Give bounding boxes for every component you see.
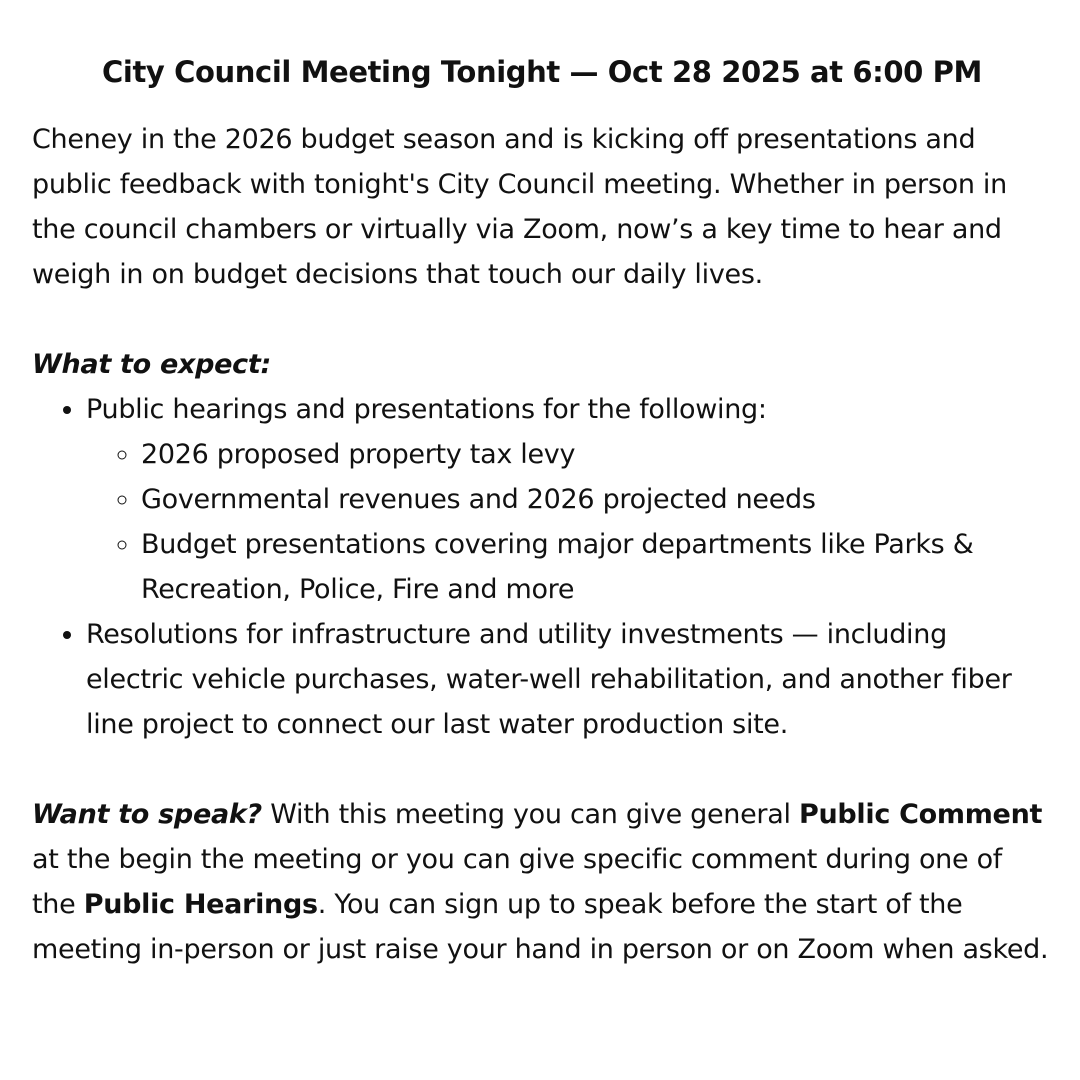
- list-item: [86, 387, 1052, 612]
- speak-text: at the begin the meeting or you can give specific comment during one of the: [32, 844, 1003, 920]
- sub-list-item: ◦ 2026 proposed property tax levy: [141, 432, 1052, 477]
- spacer: [32, 747, 1052, 792]
- speak-text: . You can sign up to speak before the start of the meeting in-person or just raise your hand in person or on Zoom when asked.: [32, 889, 1049, 965]
- page-title: City Council Meeting Tonight — Oct 28 2025 at 6:00 PM: [102, 55, 982, 89]
- announcement: [32, 50, 1052, 972]
- expect-heading: What to expect:: [32, 349, 271, 380]
- public-comment-term: Public Comment: [798, 799, 1043, 830]
- sub-list-item: ◦ Governmental revenues and 2026 projected needs: [141, 477, 1052, 522]
- speak-text: With this meeting you can give general: [261, 799, 799, 830]
- list-item-text: Public hearings and presentations for the following:: [86, 394, 767, 425]
- expect-list: [32, 387, 1052, 747]
- list-item: • Resolutions for infrastructure and utility investments — including electric vehicle purchases, water-well rehabilitation, and another fiber line project to connect our last water production site.: [86, 612, 1052, 747]
- speak-paragraph: [32, 792, 1052, 972]
- public-hearings-term: Public Hearings: [83, 889, 318, 920]
- intro-paragraph: Cheney in the 2026 budget season and is kicking off presentations and public feedback with tonight's City Council meeting. Whether in person in the council chambers or virtually via Zoom, now’s a key time to hear and weigh in on budget decisions that touch our daily lives.: [32, 124, 1007, 290]
- sub-list: [86, 432, 1052, 612]
- sub-list-item: ◦ Budget presentations covering major departments like Parks & Recreation, Police, Fire and more: [141, 522, 1052, 612]
- speak-heading: Want to speak?: [32, 799, 262, 830]
- spacer: [32, 297, 1052, 342]
